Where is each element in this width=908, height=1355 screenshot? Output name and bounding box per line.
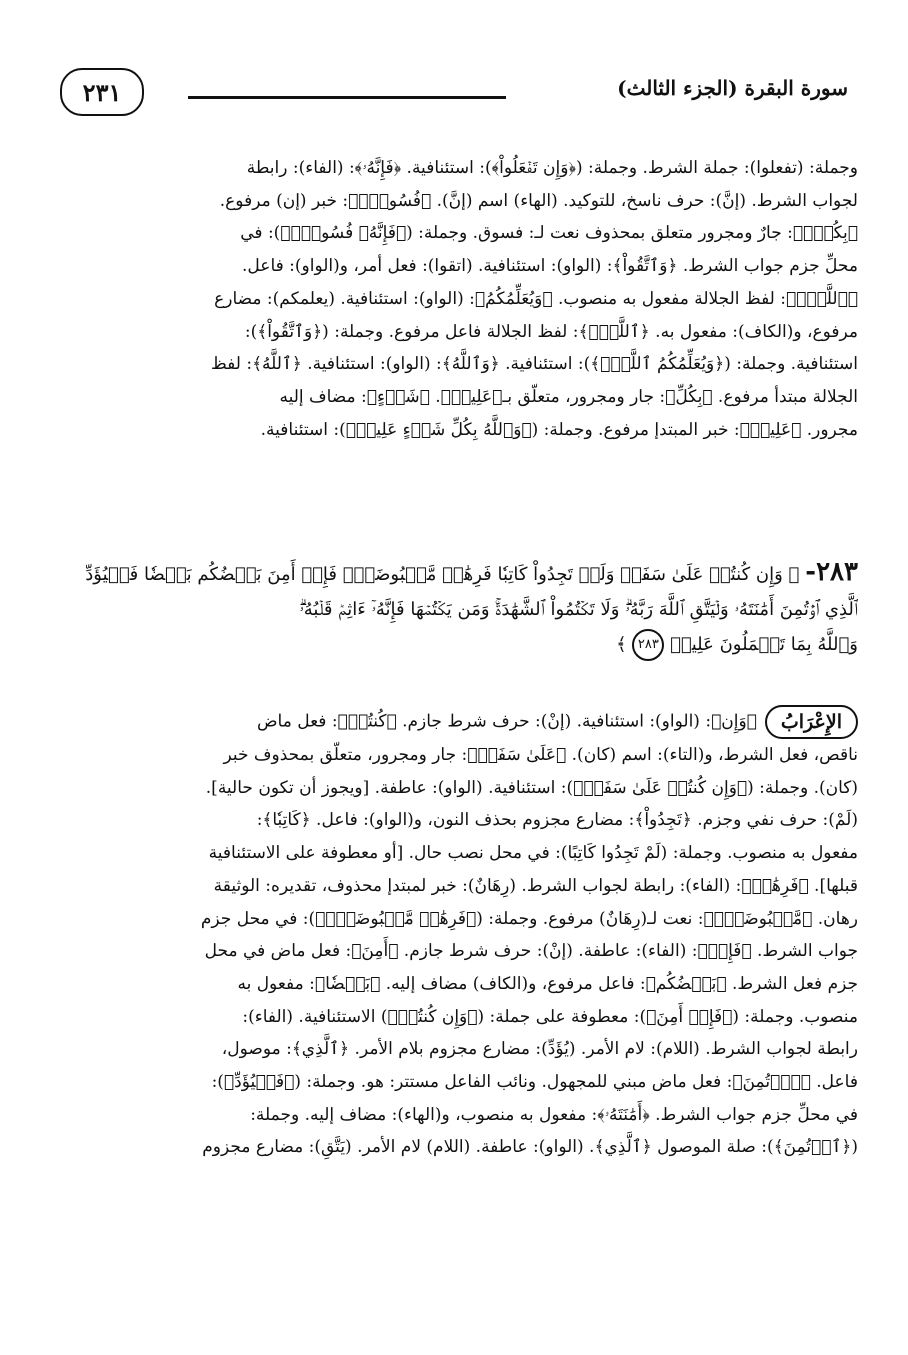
text-line: مرفوع، و(الكاف): مفعول به. ﴿ٱللَّهُۗ﴾: لفظ الجلالة فاعل مرفوع. وجملة: (﴿وَٱتَّقُواْ﴾): bbox=[244, 321, 858, 342]
text-line bbox=[50, 705, 858, 739]
text-line-content: ﴿وَإِن﴾: (الواو): استئنافية. (إنْ): حرف شرط جازم. ﴿كُنتُمۡ﴾: فعل ماض bbox=[256, 711, 757, 732]
text-line: رهان. ﴿مَّقۡبُوضَةٞۖ﴾: نعت لـ(رِهَانٌ) مرفوع. وجملة: (﴿فَرِهَٰنٞ مَّقۡبُوضَةٞۖ﴾): في محل جزم bbox=[200, 908, 858, 929]
text-line: جزم فعل الشرط. ﴿بَعۡضُكُم﴾: فاعل مرفوع، و(الكاف) مضاف إليه. ﴿بَعۡضٗا﴾: مفعول به bbox=[237, 973, 858, 994]
verse-text: ﴿ وَإِن كُنتُمۡ عَلَىٰ سَفَرٖ وَلَمۡ تَجِدُواْ كَاتِبٗا فَرِهَٰنٞ مَّقۡبُوضَةٞۖ فَإِنۡ أَمِنَ بَعۡضُكُم بَعۡضٗا فَلۡيُؤَدِّ bbox=[85, 564, 800, 585]
text-line: (كان). وجملة: (﴿وَإِن كُنتُمۡ عَلَىٰ سَفَرٖ﴾): استئنافية. (الواو): عاطفة. [ويجوز أن تكون حالية]. bbox=[205, 777, 858, 798]
text-line: ﴿بِكُمۡۗ﴾: جارٌ ومجرور متعلق بمحذوف نعت لـ: فسوق. وجملة: (﴿فَإِنَّهُۥ فُسُوقُۢ﴾): في bbox=[240, 223, 858, 244]
text-line: في محلِّ جزم جواب الشرط. ﴿أَمَٰنَتَهُۥ﴾: مفعول به منصوب، و(الهاء): مضاف إليه. وجملة: bbox=[250, 1104, 858, 1125]
page-number: ٢٣١ bbox=[82, 77, 122, 107]
text-line: رابطة لجواب الشرط. (اللام): لام الأمر. (يُؤَدِّ): مضارع مجزوم بلام الأمر. ﴿ٱلَّذِي﴾: موصول، bbox=[221, 1039, 858, 1060]
text-line: فاعل. ﴿ٱؤۡتُمِنَ﴾: فعل ماض مبني للمجهول. ونائب الفاعل مستتر: هو. وجملة: (﴿فَلۡيُؤَدِّ﴾): bbox=[211, 1072, 858, 1093]
commentary-paragraph-1 bbox=[50, 152, 858, 446]
verse-text: وَٱللَّهُ بِمَا تَعۡمَلُونَ عَلِيمٞ bbox=[670, 634, 858, 655]
text-line: وجملة: (تفعلوا): جملة الشرط. وجملة: (﴿وَإِن تَفۡعَلُواْ﴾): استئنافية. ﴿فَإِنَّهُۥ﴾: (الفاء): رابطة bbox=[246, 158, 858, 178]
verse-line bbox=[50, 555, 858, 592]
text-line: مجرور. ﴿عَلِيمٞ﴾: خبر المبتدإ مرفوع. وجملة: (﴿وَٱللَّهُ بِكُلِّ شَيۡءٍ عَلِيمٞ﴾): استئنافية. bbox=[260, 419, 858, 440]
text-line: ﴿ٱللَّهَۖ﴾: لفظ الجلالة مفعول به منصوب. ﴿وَيُعَلِّمُكُمُ﴾: (الواو): استئنافية. (يعلمكم): مضارع bbox=[214, 288, 858, 309]
text-line: استئنافية. وجملة: (﴿وَيُعَلِّمُكُمُ ٱللَّهُۗ﴾): استئنافية. ﴿وَٱللَّهُ﴾: (الواو): استئنافية. ﴿ٱللَّهُ﴾: لفظ bbox=[211, 354, 858, 375]
text-line: مفعول به منصوب. وجملة: (لَمْ تَجِدُوا كَاتِبًا): في محل نصب حال. [أو معطوفة على الاستئنافية bbox=[208, 843, 858, 864]
irab-label: الإِعْرَابُ bbox=[765, 705, 858, 739]
quran-verse bbox=[50, 555, 858, 662]
text-line: جواب الشرط. ﴿فَإِنۡ﴾: (الفاء): عاطفة. (إنْ): حرف شرط جازم. ﴿أَمِنَ﴾: فعل ماض في محل bbox=[204, 941, 858, 962]
text-line: الجلالة مبتدأ مرفوع. ﴿بِكُلِّ﴾: جار ومجرور، متعلّق بـ﴿عَلِيمٞ﴾. ﴿شَيۡءٍ﴾: مضاف إليه bbox=[279, 386, 858, 407]
page-header bbox=[60, 68, 848, 118]
verse-closing-bracket: ﴾ bbox=[616, 634, 627, 655]
page-number-badge bbox=[60, 68, 144, 116]
text-line: (لَمْ): حرف نفي وجزم. ﴿تَجِدُواْ﴾: مضارع مجزوم بحذف النون، و(الواو): فاعل. ﴿كَاتِبٗا﴾: bbox=[256, 810, 858, 831]
header-rule bbox=[188, 96, 506, 99]
verse-number: ٢٨٣- bbox=[805, 557, 858, 587]
verse-line: ٱلَّذِي ٱؤۡتُمِنَ أَمَٰنَتَهُۥ وَلۡيَتَّقِ ٱللَّهَ رَبَّهُۥۗ وَلَا تَكۡتُمُواْ ٱلشَّهَٰدَةَۚ وَمَن يَكۡتُمۡهَا فَإِنَّهُۥٓ ءَاثِمٞ قَلۡبُهُۥۗ bbox=[299, 599, 858, 620]
text-line: ناقص، فعل الشرط، و(التاء): اسم (كان). ﴿عَلَىٰ سَفَرٖ﴾: جار ومجرور، متعلّق بمحذوف خبر bbox=[223, 745, 858, 765]
text-line: لجواب الشرط. (إنَّ): حرف ناسخ، للتوكيد. (الهاء) اسم (إنَّ). ﴿فُسُوقُۢ﴾: خبر (إن) مرفوع. bbox=[219, 190, 858, 211]
text-line: قبلها]. ﴿فَرِهَٰنٞ﴾: (الفاء): رابطة لجواب الشرط. (رِهَانٌ): خبر لمبتدإ محذوف، تقديره: الوثيقة bbox=[213, 875, 858, 896]
ayah-number-mark: ٢٨٣ bbox=[632, 629, 664, 661]
text-line: منصوب. وجملة: (﴿فَإِنۡ أَمِنَ﴾): معطوفة على جملة: (﴿وَإِن كُنتُمۡ﴾) الاستئنافية. (الفاء): bbox=[242, 1006, 858, 1027]
irab-paragraph bbox=[50, 705, 858, 1164]
text-line: (﴿ٱؤۡتُمِنَ﴾): صلة الموصول ﴿ٱلَّذِي﴾. (الواو): عاطفة. (اللام) لام الأمر. (يَتَّقِ): مضارع مجزوم bbox=[202, 1137, 858, 1158]
text-line: محلِّ جزم جواب الشرط. ﴿وَٱتَّقُواْ﴾: (الواو): استئنافية. (اتقوا): فعل أمر، و(الواو): فاعل. bbox=[242, 256, 858, 277]
surah-title: سورة البقرة (الجزء الثالث) bbox=[617, 76, 848, 100]
verse-line bbox=[50, 627, 858, 662]
